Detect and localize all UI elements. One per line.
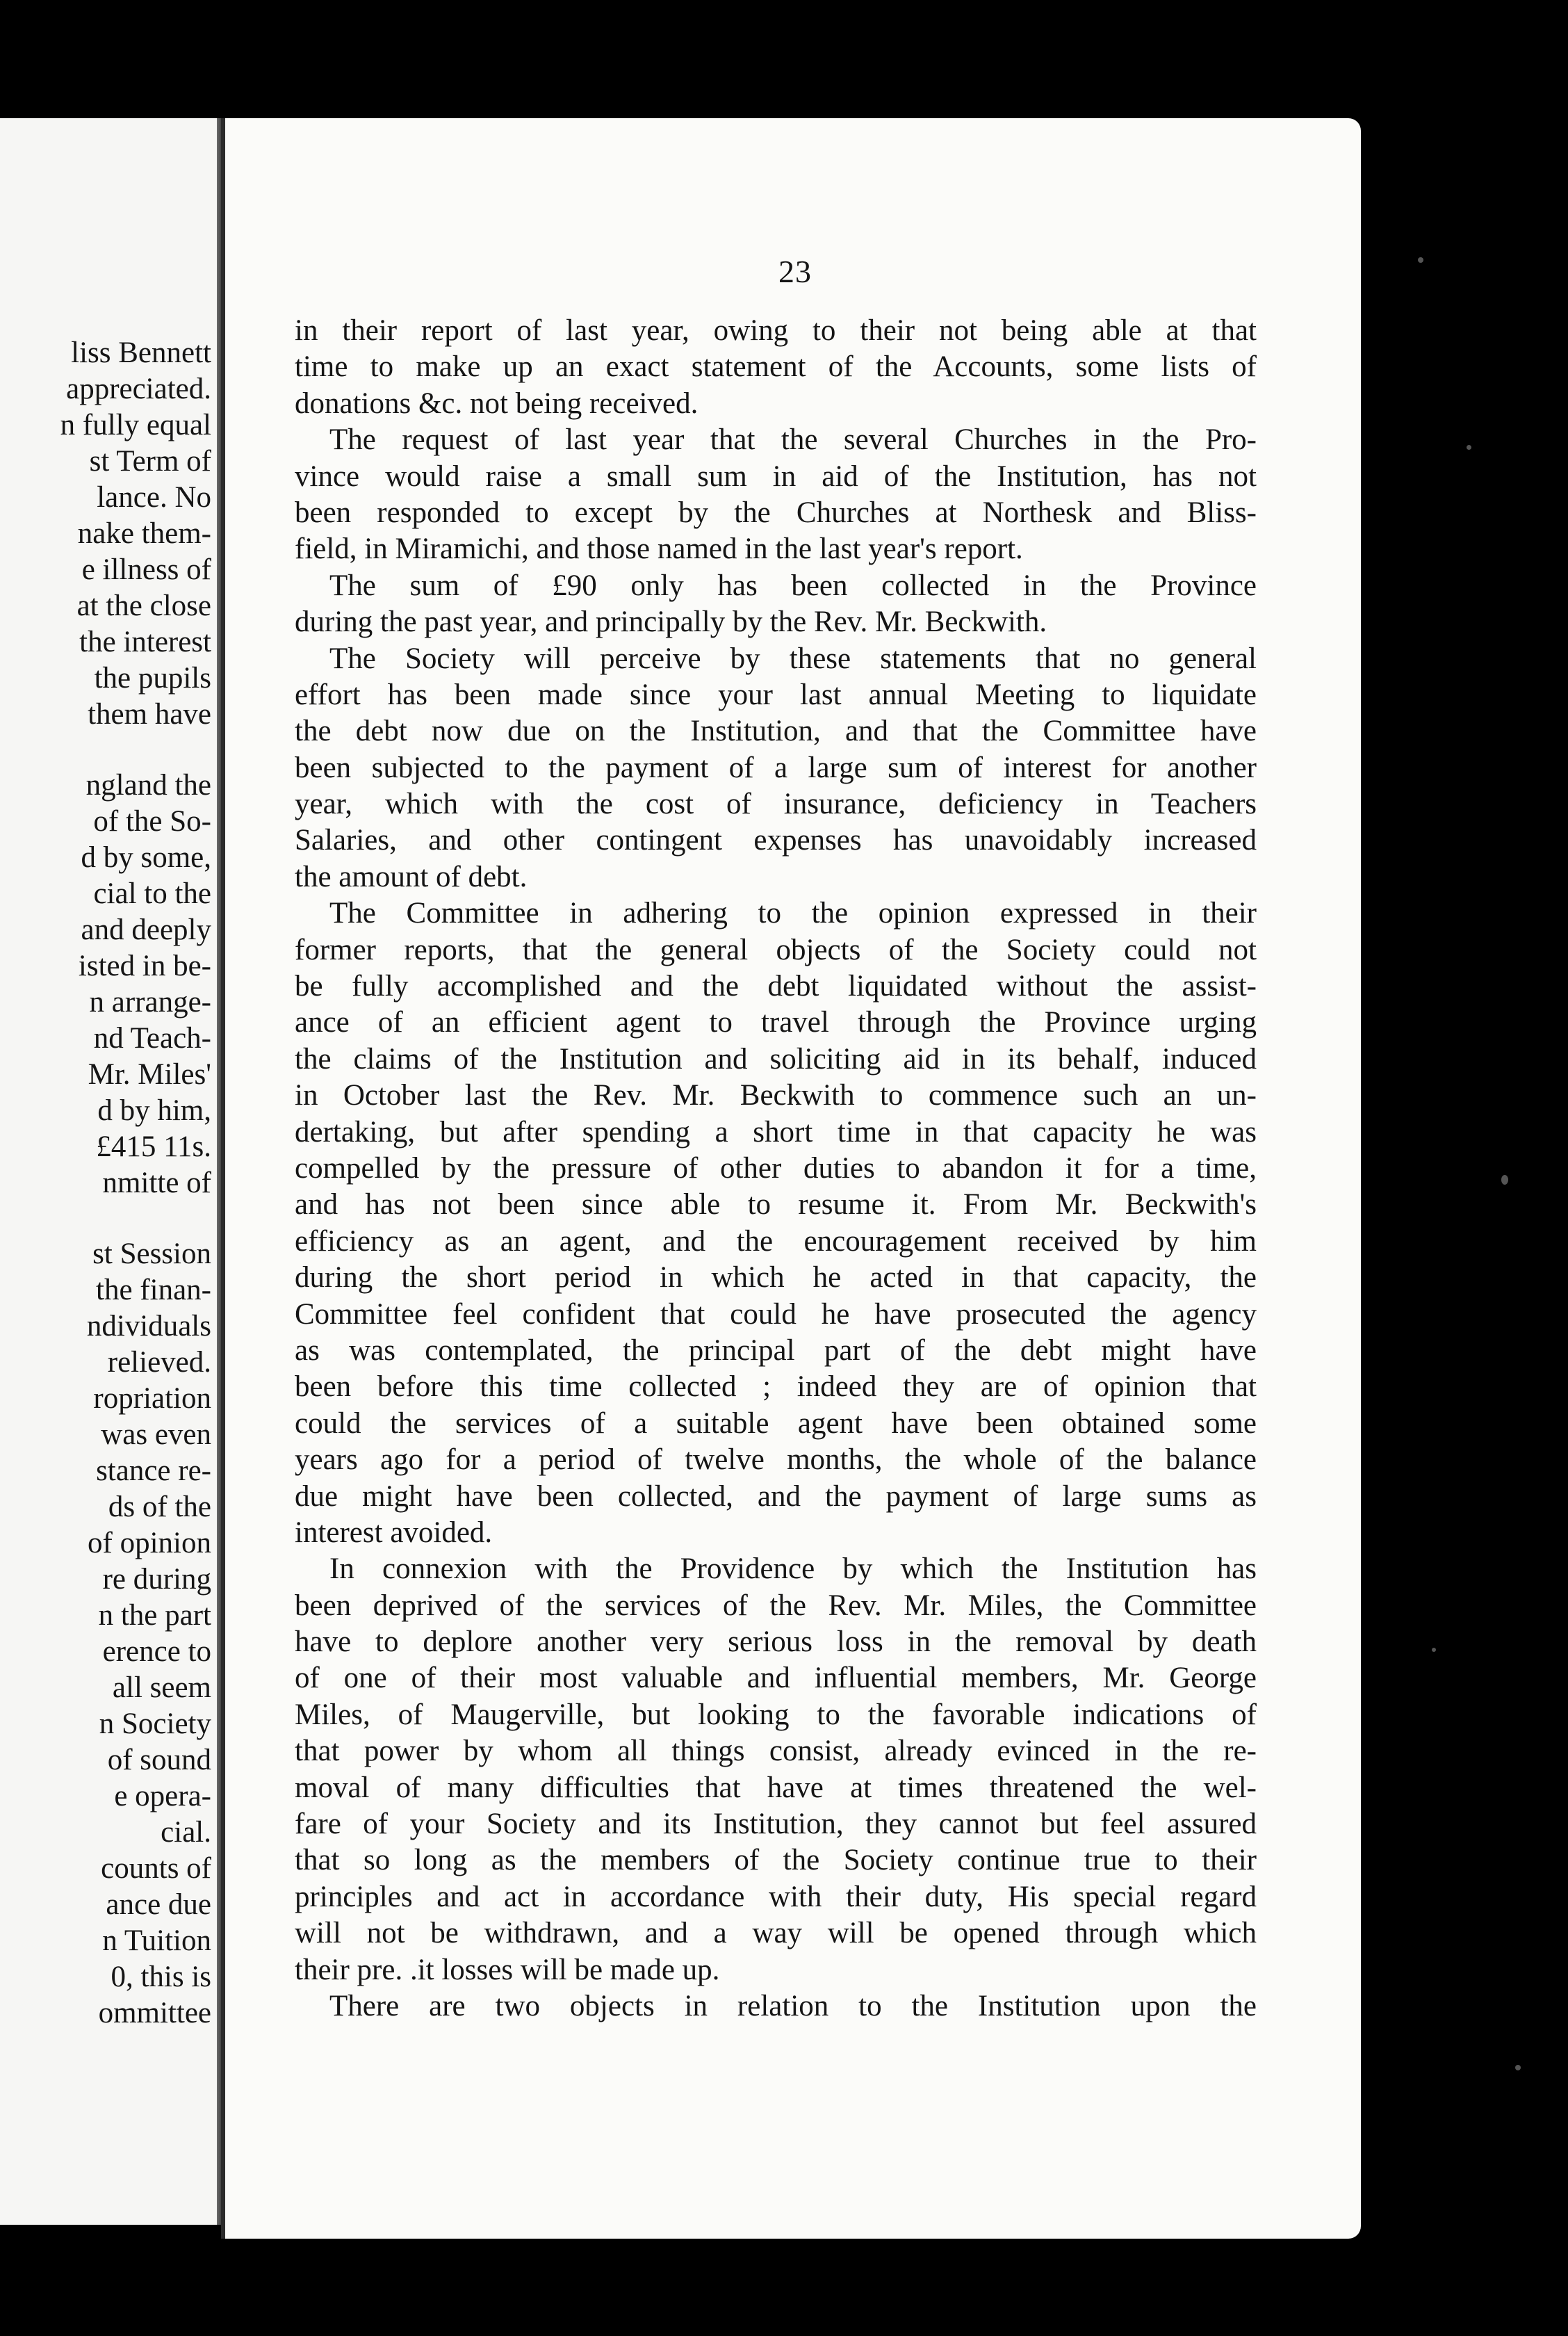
left-text-line: all seem xyxy=(112,1671,211,1704)
text-line: The Committee in adhering to the opinion expressed in their xyxy=(329,897,1257,930)
text-line: principles and act in accordance with their duty, His special regard xyxy=(295,1880,1257,1913)
text-line: Committee feel confident that could he have prosecuted the agency xyxy=(295,1297,1257,1331)
left-text-line: the pupils xyxy=(94,662,211,695)
left-text-line: e opera- xyxy=(114,1780,211,1812)
left-text-line: n fully equal xyxy=(60,409,211,441)
left-text-line: n Tuition xyxy=(102,1924,211,1957)
text-line: efficiency as an agent, and the encouragement received by him xyxy=(295,1224,1257,1258)
left-text-line: relieved. xyxy=(107,1346,211,1379)
text-line: and has not been since able to resume it. From Mr. Beckwith's xyxy=(295,1188,1257,1222)
left-text-line: ndividuals xyxy=(86,1310,211,1343)
text-line: in October last the Rev. Mr. Beckwith to commence such an un- xyxy=(295,1079,1257,1112)
left-text-line: cial to the xyxy=(93,877,211,910)
text-line: as was contemplated, the principal part of the debt might have xyxy=(295,1333,1257,1367)
left-text-line: stance re- xyxy=(96,1454,211,1487)
left-text-line: isted in be- xyxy=(78,950,211,982)
left-text-line: £415 11s. xyxy=(96,1130,211,1163)
scan-speck xyxy=(1501,1175,1508,1185)
right-page xyxy=(221,118,1361,2239)
text-line: time to make up an exact statement of the Accounts, some lists of xyxy=(295,350,1257,384)
text-line: compelled by the pressure of other duties to abandon it for a time, xyxy=(295,1151,1257,1185)
text-line: donations &c. not being received. xyxy=(295,387,699,420)
text-line: fare of your Society and its Institution, they cannot but feel assured xyxy=(295,1808,1257,1841)
text-line: could the services of a suitable agent have been obtained some xyxy=(295,1406,1257,1440)
left-text-line: was even xyxy=(101,1418,211,1451)
left-text-line: the finan- xyxy=(96,1274,211,1306)
left-text-line: st Session xyxy=(92,1238,211,1270)
text-line: been responded to except by the Churches at Northesk and Bliss- xyxy=(295,496,1257,529)
text-line: that power by whom all things consist, already evinced in the re- xyxy=(295,1735,1257,1768)
left-text-line: cial. xyxy=(161,1816,211,1849)
text-line: the claims of the Institution and soliciting aid in its behalf, induced xyxy=(295,1042,1257,1076)
left-text-line: counts of xyxy=(101,1852,211,1885)
left-text-line: and deeply xyxy=(81,914,211,946)
text-line: during the past year, and principally by the Rev. Mr. Beckwith. xyxy=(295,606,1047,639)
text-line: moval of many difficulties that have at times threatened the wel- xyxy=(295,1771,1257,1804)
text-line: In connexion with the Providence by which the Institution has xyxy=(329,1552,1257,1586)
left-text-line: d by some, xyxy=(81,841,211,874)
left-text-line: ommittee xyxy=(98,1997,211,2029)
page-number: 23 xyxy=(778,254,812,289)
text-line: the debt now due on the Institution, and that the Committee have xyxy=(295,715,1257,748)
left-text-line: of the So- xyxy=(93,805,211,838)
text-line: during the short period in which he acted in that capacity, the xyxy=(295,1261,1257,1295)
left-text-line: at the close xyxy=(76,590,211,622)
scan-speck xyxy=(1432,1648,1436,1652)
left-text-line: them have xyxy=(88,698,211,731)
text-line: will not be withdrawn, and a way will be opened through which xyxy=(295,1917,1257,1950)
left-page-fragment xyxy=(0,118,217,2225)
text-line: The request of last year that the several Churches in the Pro- xyxy=(329,423,1257,457)
body-text xyxy=(295,313,1257,2025)
left-text-line: erence to xyxy=(102,1635,211,1668)
text-line: interest avoided. xyxy=(295,1516,493,1549)
left-page-text xyxy=(0,335,211,2031)
left-text-line: n Society xyxy=(99,1708,211,1740)
text-line: vince would raise a small sum in aid of the Institution, has not xyxy=(295,460,1257,493)
text-line: due might have been collected, and the payment of large sums as xyxy=(295,1479,1257,1513)
left-text-line: Mr. Miles' xyxy=(88,1058,211,1091)
paragraph-gap xyxy=(0,1201,211,1236)
left-text-line: ropriation xyxy=(93,1382,211,1415)
left-text-line: appreciated. xyxy=(66,373,211,405)
left-text-line: d by him, xyxy=(97,1094,211,1127)
left-text-line: nmitte of xyxy=(102,1167,211,1199)
text-line: There are two objects in relation to the Institution upon the xyxy=(329,1989,1257,2022)
text-line: field, in Miramichi, and those named in the last year's report. xyxy=(295,533,1023,566)
left-text-line: st Term of xyxy=(89,445,211,478)
text-line: been subjected to the payment of a large sum of interest for another xyxy=(295,751,1257,784)
scan-speck xyxy=(1467,445,1471,450)
left-text-line: n the part xyxy=(98,1599,211,1632)
scan-speck xyxy=(1515,2065,1521,2070)
paragraph-gap xyxy=(0,733,211,768)
text-line: Salaries, and other contingent expenses has unavoidably increased xyxy=(295,824,1257,857)
text-line: of one of their most valuable and influential members, Mr. George xyxy=(295,1662,1257,1695)
left-text-line: e illness of xyxy=(81,553,211,586)
text-line: ance of an efficient agent to travel through the Province urging xyxy=(295,1006,1257,1039)
scan-speck xyxy=(1418,257,1423,263)
text-line: Miles, of Maugerville, but looking to the favorable indications of xyxy=(295,1698,1257,1731)
text-line: effort has been made since your last annual Meeting to liquidate xyxy=(295,678,1257,711)
text-line: The Society will perceive by these statements that no general xyxy=(329,642,1257,675)
text-line: that so long as the members of the Society continue true to their xyxy=(295,1844,1257,1877)
text-line: been deprived of the services of the Rev. Mr. Miles, the Committee xyxy=(295,1589,1257,1622)
left-text-line: re during xyxy=(102,1563,211,1596)
text-line: their pre. .it losses will be made up. xyxy=(295,1953,720,1986)
left-text-line: nake them- xyxy=(77,517,211,550)
text-line: be fully accomplished and the debt liquidated without the assist- xyxy=(295,970,1257,1003)
left-text-line: the interest xyxy=(79,626,211,658)
text-line: year, which with the cost of insurance, deficiency in Teachers xyxy=(295,788,1257,821)
left-text-line: ngland the xyxy=(85,769,211,802)
left-text-line: lance. No xyxy=(97,481,211,514)
left-text-line: ance due xyxy=(106,1888,211,1921)
text-line: dertaking, but after spending a short time in that capacity he was xyxy=(295,1115,1257,1149)
text-line: have to deplore another very serious loss in the removal by death xyxy=(295,1625,1257,1659)
left-text-line: n arrange- xyxy=(89,986,211,1019)
left-text-line: liss Bennett xyxy=(71,336,211,369)
text-line: in their report of last year, owing to their not being able at that xyxy=(295,314,1257,347)
text-line: been before this time collected ; indeed they are of opinion that xyxy=(295,1370,1257,1404)
text-line: years ago for a period of twelve months, the whole of the balance xyxy=(295,1443,1257,1477)
text-line: former reports, that the general objects of the Society could not xyxy=(295,933,1257,966)
left-text-line: 0, this is xyxy=(111,1961,211,1993)
text-line: The sum of £90 only has been collected in the Province xyxy=(329,569,1257,602)
left-text-line: of opinion xyxy=(88,1527,211,1559)
left-text-line: of sound xyxy=(107,1744,211,1776)
text-line: the amount of debt. xyxy=(295,860,528,893)
left-text-line: ds of the xyxy=(108,1491,211,1523)
left-text-line: nd Teach- xyxy=(93,1022,211,1055)
